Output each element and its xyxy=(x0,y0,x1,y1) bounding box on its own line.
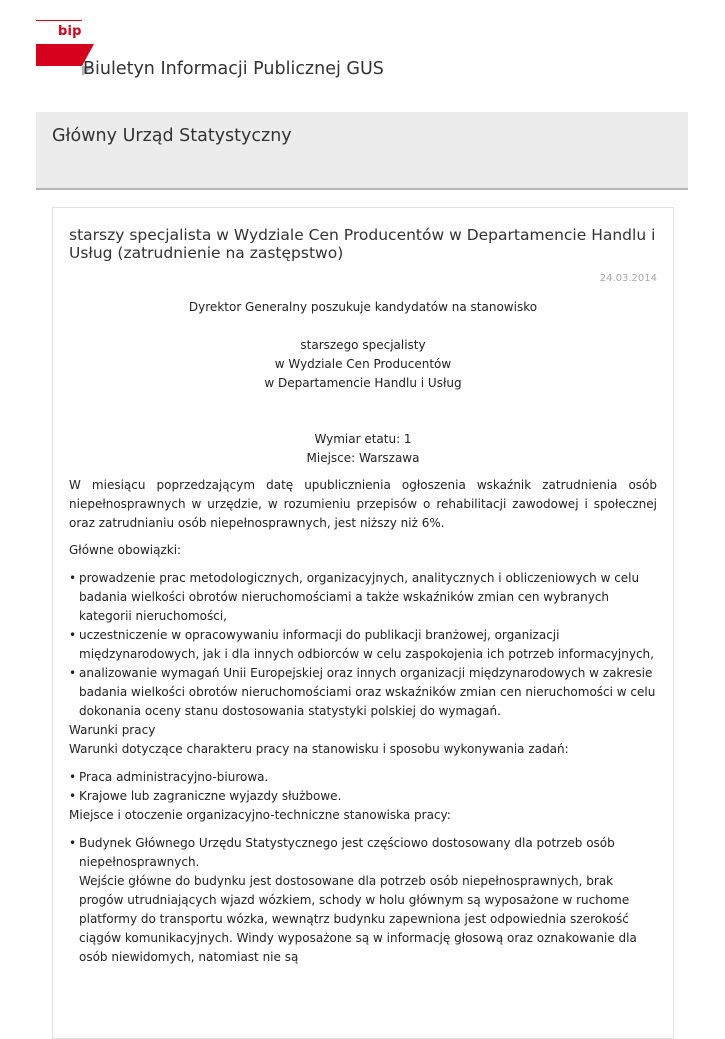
workplace-list xyxy=(69,834,657,967)
bip-logo-text: bip xyxy=(58,24,82,39)
employment-line: Wymiar etatu: 1 xyxy=(314,432,412,446)
bip-logo-red-block xyxy=(36,44,82,66)
site-title[interactable]: Biuletyn Informacji Publicznej GUS xyxy=(83,59,384,79)
conditions-list xyxy=(69,768,657,806)
bip-logo[interactable] xyxy=(36,20,84,72)
article-card xyxy=(52,207,674,1039)
workplace-heading: Miejsce i otoczenie organizacyjno-techniczne stanowiska pracy: xyxy=(69,808,451,822)
workplace-item-first: Budynek Głównego Urzędu Statystycznego jest częściowo dostosowany dla potrzeb osób niepełnosprawnych. xyxy=(79,836,615,869)
list-item xyxy=(79,834,657,967)
article-title: starszy specjalista w Wydziale Cen Producentów w Departamencie Handlu i Usług (zatrudnienie na zastępstwo) xyxy=(69,226,656,262)
intro-text: Dyrektor Generalny poszukuje kandydatów na stanowisko xyxy=(188,300,538,314)
org-name[interactable]: Główny Urząd Statystyczny xyxy=(52,126,292,146)
disability-paragraph: W miesiącu poprzedzającym datę upublicznienia ogłoszenia wskaźnik zatrudnienia osób niepełnosprawnych w urzędzie, w rozumieniu przepisów o rehabilitacji zawodowej i społecznej oraz zatrudnianiu osób niepełnosprawnych, jest niższy niż 6%. xyxy=(69,478,657,530)
list-item: • prowadzenie prac metodologicznych, organizacyjnych, analitycznych i obliczeniowych w celu badania wielkości obrotów nieruchomościami a także wskaźników zmian cen wybranych kategorii nieruchomości, xyxy=(79,569,657,626)
position-line: w Departamencie Handlu i Usług xyxy=(264,376,462,390)
employment-line: Miejsce: Warszawa xyxy=(306,451,420,465)
list-item: • uczestniczenie w opracowywaniu informacji do publikacji branżowej, organizacji międzynarodowych, jak i dla innych odbiorców w celu zaspokojenia ich potrzeb informacyjnych, xyxy=(79,626,657,664)
workplace-item-second: Wejście główne do budynku jest dostosowane dla potrzeb osób niepełnosprawnych, brak progów utrudniających wjazd wózkiem, schody w holu głównym są wyposażone w ruchome platformy do transportu wózka, wewnątrz budynku zapewniona jest odpowiednia szerokość ciągów komunikacyjnych. Windy wyposażone są w informację głosową oraz oznakowanie dla osób niewidomych, natomiast nie są xyxy=(79,874,637,964)
article-content xyxy=(69,226,657,967)
position-line: w Wydziale Cen Producentów xyxy=(274,357,452,371)
duties-list xyxy=(69,569,657,721)
conditions-heading: Warunki pracy xyxy=(69,723,156,737)
article-date: 24.03.2014 xyxy=(599,273,657,284)
list-item: • analizowanie wymagań Unii Europejskiej oraz innych organizacji międzynarodowych w zakresie badania wielkości obrotów nieruchomościami oraz wskaźników zmian cen nieruchomości w celu dokonania oceny stanu dostosowania statystyki polskiej do wymagań. xyxy=(79,664,657,721)
list-item: • Krajowe lub zagraniczne wyjazdy służbowe. xyxy=(79,787,657,806)
conditions-subheading: Warunki dotyczące charakteru pracy na stanowisku i sposobu wykonywania zadań: xyxy=(69,742,569,756)
position-line: starszego specjalisty xyxy=(300,338,426,352)
duties-heading: Główne obowiązki: xyxy=(69,543,182,557)
list-item: • Praca administracyjno-biurowa. xyxy=(79,768,657,787)
org-band xyxy=(36,112,688,190)
